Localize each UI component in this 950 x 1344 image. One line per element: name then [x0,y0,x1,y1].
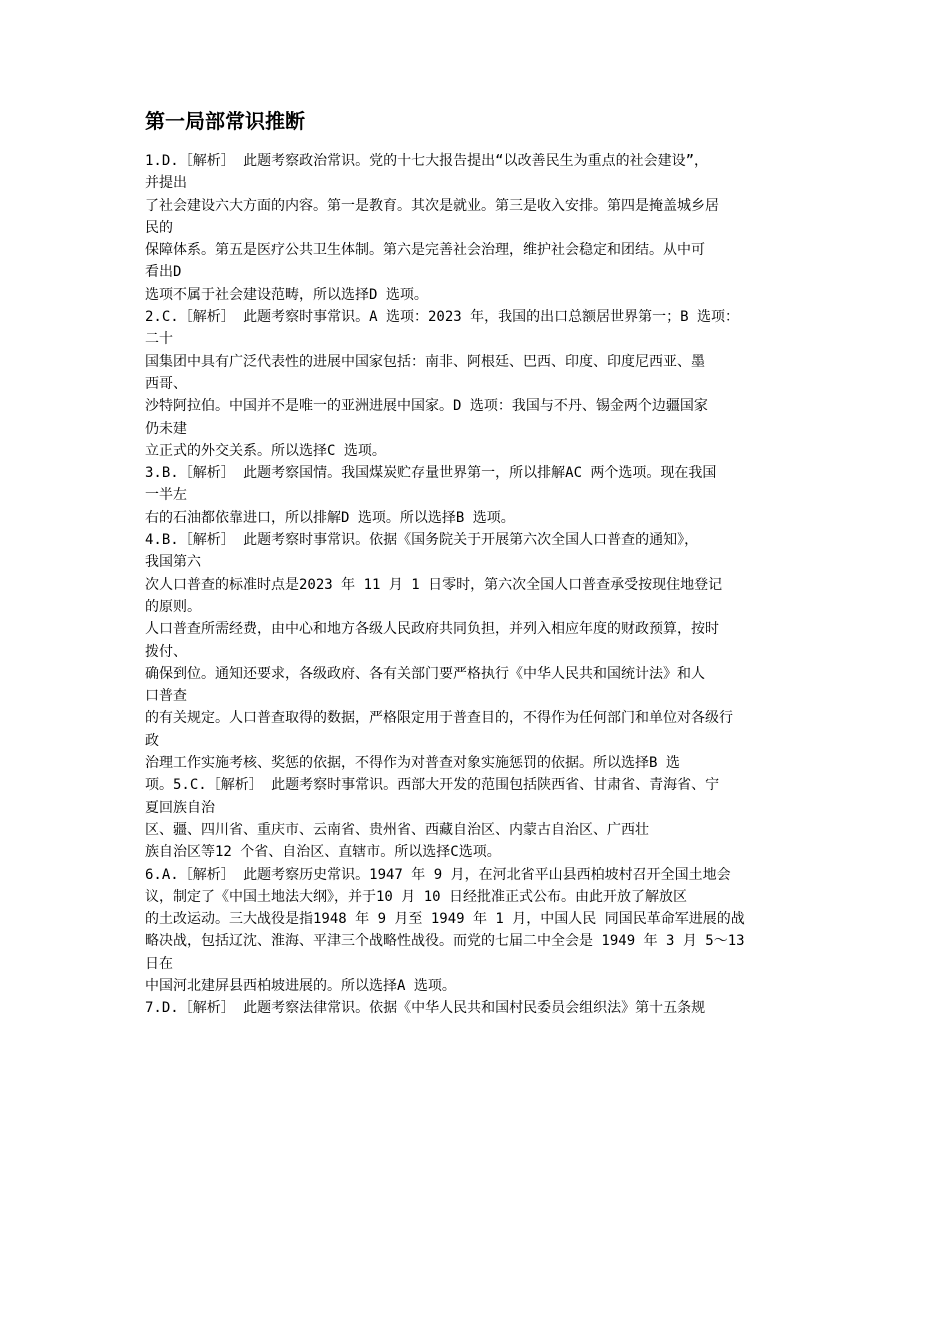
body-text-line: 保障体系。第五是医疗公共卫生体制。第六是完善社会治理，维护社会稳定和团结。从中可 [145,242,705,259]
body-text-line: 的有关规定。人口普查取得的数据，严格限定用于普查目的，不得作为任何部门和单位对各级行 [145,710,733,727]
section-title: 第一局部常识推断 [145,109,305,133]
body-text-line: 国集团中具有广泛代表性的进展中国家包括：南非、阿根廷、巴西、印度、印度尼西亚、墨 [145,353,705,370]
body-text-line: 确保到位。通知还要求，各级政府、各有关部门要严格执行《中华人民共和国统计法》和人 [145,665,705,682]
body-text-line: 口普查 [145,688,187,705]
body-text-line: 仍未建 [145,420,187,437]
body-text-line: 二十 [145,331,173,348]
body-text-line: 拨付、 [145,643,187,660]
body-text-line: 右的石油都依靠进口，所以排解D 选项。所以选择B 选项。 [145,509,515,526]
body-text-line: 选项不属于社会建设范畴，所以选择D 选项。 [145,286,428,303]
body-text-line: 3.B.［解析］ 此题考察国情。我国煤炭贮存量世界第一，所以排解AC 两个选项。现在我国 [145,465,717,482]
body-text-line: 日在 [145,955,173,972]
body-text-line: 治理工作实施考核、奖惩的依据，不得作为对普查对象实施惩罚的依据。所以选择B 选 [145,755,680,772]
body-text-line: 区、疆、四川省、重庆市、云南省、贵州省、西藏自治区、内蒙古自治区、广西壮 [145,821,649,838]
body-text-line: 的原则。 [145,598,201,615]
body-text-line: 略决战，包括辽沈、淮海、平津三个战略性战役。而党的七届二中全会是 1949 年 3 月 5～13 [145,933,745,950]
body-text-line: 族自治区等12 个省、自治区、直辖市。所以选择C选项。 [145,844,501,861]
body-text-line: 西哥、 [145,375,187,392]
body-text-line: 6.A.［解析］ 此题考察历史常识。1947 年 9 月，在河北省平山县西柏坡村召开全国土地会 [145,866,731,883]
body-text-line: 的土改运动。三大战役是指1948 年 9 月至 1949 年 1 月，中国人民 同国民革命军进展的战 [145,911,745,928]
body-text-line: 项。5.C.［解析］ 此题考察时事常识。西部大开发的范围包括陕西省、甘肃省、青海省、宁 [145,777,720,794]
body-text-line: 4.B.［解析］ 此题考察时事常识。依据《国务院关于开展第六次全国人口普查的通知》， [145,532,699,549]
document-body [145,150,825,1020]
body-text-line: 1.D.［解析］ 此题考察政治常识。党的十七大报告提出“以改善民生为重点的社会建设”， [145,153,708,169]
body-text-line: 立正式的外交关系。所以选择C 选项。 [145,442,386,459]
body-text-line: 政 [145,732,159,749]
body-text-line: 并提出 [145,175,187,192]
body-text-line: 7.D.［解析］ 此题考察法律常识。依据《中华人民共和国村民委员会组织法》第十五条规 [145,1000,706,1017]
body-text-line: 我国第六 [145,554,201,571]
body-text-line: 看出D [145,264,182,281]
body-text-line: 一半左 [145,487,187,504]
body-text-line: 沙特阿拉伯。中国并不是唯一的亚洲进展中国家。D 选项：我国与不丹、锡金两个边疆国家 [145,398,708,415]
body-text-line: 次人口普查的标准时点是2023 年 11 月 1 日零时，第六次全国人口普查承受按现住地登记 [145,576,723,593]
body-text-line: 民的 [145,219,173,236]
body-text-line: 中国河北建屏县西柏坡进展的。所以选择A 选项。 [145,977,456,994]
body-text-line: 夏回族自治 [145,799,215,816]
body-text-line: 人口普查所需经费，由中心和地方各级人民政府共同负担，并列入相应年度的财政预算，按时 [145,621,719,638]
body-text-line: 议，制定了《中国土地法大纲》，并于10 月 10 日经批准正式公布。由此开放了解放区 [145,888,687,905]
body-text-line: 2.C.［解析］ 此题考察时事常识。A 选项：2023 年，我国的出口总额居世界第一；B 选项： [145,309,739,326]
body-text-line: 了社会建设六大方面的内容。第一是教育。其次是就业。第三是收入安排。第四是掩盖城乡居 [145,197,719,214]
